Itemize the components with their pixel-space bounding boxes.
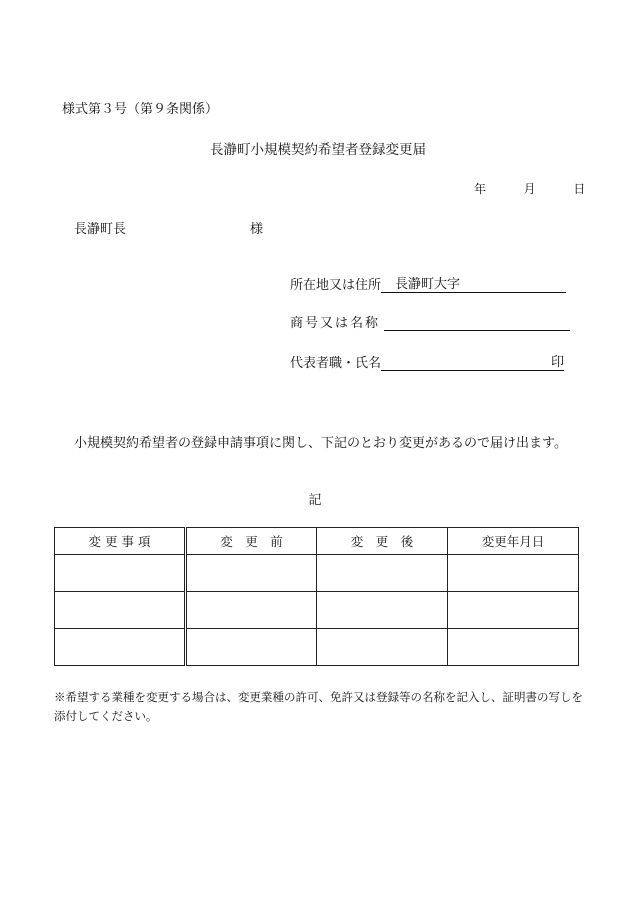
change-table <box>54 527 579 666</box>
representative-label: 代表者職・氏名 <box>290 356 382 371</box>
document-title: 長瀞町小規模契約希望者登録変更届 <box>210 142 426 158</box>
representative-field <box>290 352 564 371</box>
table-row <box>55 629 579 666</box>
address-input[interactable] <box>381 276 566 293</box>
addressee: 長瀞町長 <box>74 222 127 237</box>
form-number: 様式第３号（第９条関係） <box>62 102 219 117</box>
table-cell[interactable] <box>448 629 579 666</box>
table-row <box>55 592 579 629</box>
table-cell[interactable] <box>317 555 448 592</box>
ki-heading: 記 <box>308 493 322 508</box>
table-cell[interactable] <box>186 555 317 592</box>
table-cell[interactable] <box>55 592 186 629</box>
table-cell[interactable] <box>55 629 186 666</box>
table-cell[interactable] <box>186 629 317 666</box>
address-value: 長瀞町大字 <box>395 277 461 292</box>
table-cell[interactable] <box>186 592 317 629</box>
table-cell[interactable] <box>448 555 579 592</box>
date-day-label: 日 <box>573 182 586 196</box>
table-cell[interactable] <box>448 592 579 629</box>
footnote: ※希望する業種を変更する場合は、変更業種の許可、免許又は登録等の名称を記入し、証明書の写しを添付してください。 <box>54 690 583 723</box>
company-label: 商号又は名称 <box>290 316 381 331</box>
address-label: 所在地又は住所 <box>290 278 382 293</box>
table-header-row <box>55 528 579 555</box>
table-cell[interactable] <box>317 629 448 666</box>
header-change-date: 変更年月日 <box>448 528 579 555</box>
header-change-item: 変 更 事 項 <box>55 528 186 555</box>
statement-text: 小規模契約希望者の登録申請事項に関し、下記のとおり変更があるので届け出ます。 <box>74 436 567 451</box>
address-field <box>290 274 566 293</box>
date-year-label: 年 <box>474 182 487 196</box>
header-after: 変 更 後 <box>317 528 448 555</box>
company-input[interactable] <box>384 314 570 331</box>
honorific: 様 <box>250 222 264 237</box>
seal-mark: 印 <box>551 355 565 370</box>
representative-input[interactable] <box>381 354 564 371</box>
header-before: 変 更 前 <box>186 528 317 555</box>
company-field <box>290 312 570 331</box>
table-row <box>55 555 579 592</box>
date-line <box>474 180 585 197</box>
table-cell[interactable] <box>317 592 448 629</box>
table-cell[interactable] <box>55 555 186 592</box>
date-month-label: 月 <box>523 182 536 196</box>
